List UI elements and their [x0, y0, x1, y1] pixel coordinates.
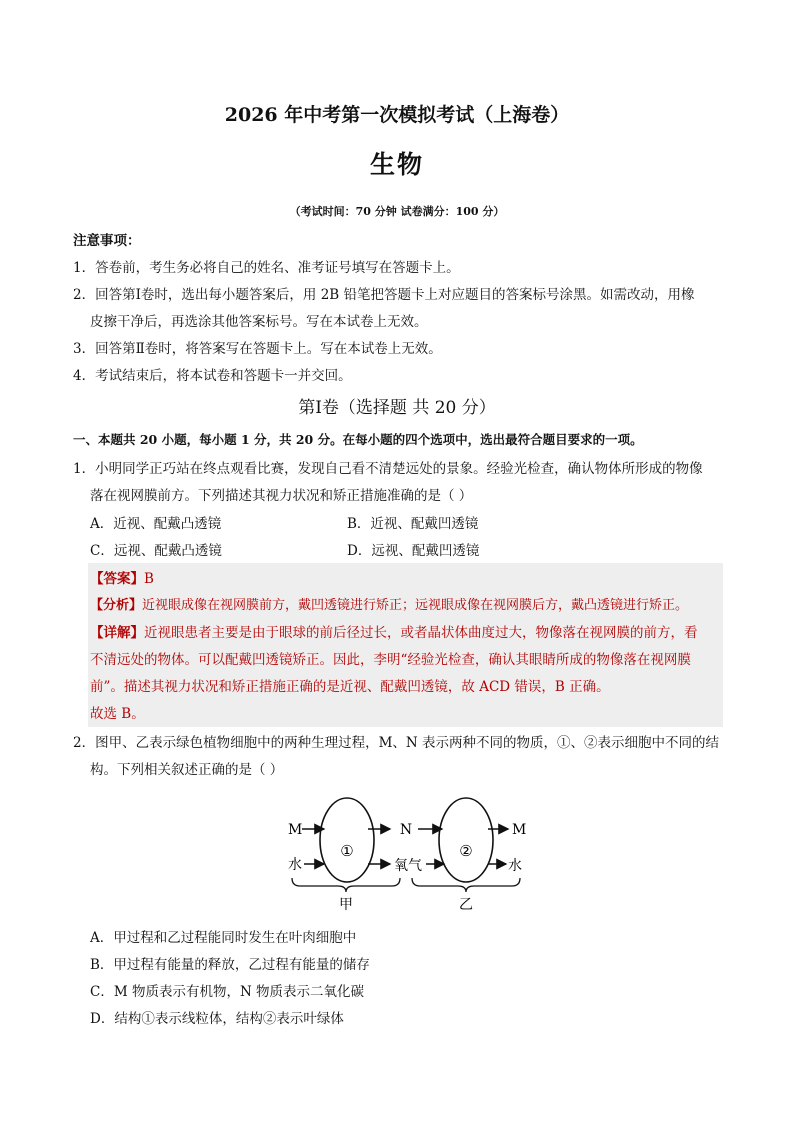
q1-conclusion: 故选 B。 [90, 706, 145, 722]
exam-title: 2026 年中考第一次模拟考试（上海卷） [224, 104, 570, 126]
q1-option-b: B．近视、配戴凹透镜 [347, 516, 479, 532]
answer-tag: 【答案】 [90, 571, 144, 587]
q1-option-d: D．远视、配戴凹透镜 [347, 543, 480, 559]
answer-value: B [144, 571, 154, 587]
diagram-label-left: 甲 [339, 897, 353, 913]
analysis-tag: 【分析】 [90, 598, 143, 613]
notice-item-3: 3．回答第Ⅱ卷时，将答案写在答题卡上。写在本试卷上无效。 [73, 341, 442, 357]
brace-right [412, 878, 520, 892]
q2-stem-line1: 2．图甲、乙表示绿色植物细胞中的两种生理过程，M、N 表示两种不同的物质，①、②表示细胞中不同的结 [73, 735, 720, 751]
answer-box [88, 563, 723, 727]
q2-option-c: C．M 物质表示有机物，N 物质表示二氧化碳 [90, 984, 365, 1000]
diagram-right-out-top: M [512, 822, 527, 838]
process-diagram [280, 790, 540, 915]
diagram-structure-2: ② [459, 842, 473, 860]
q1-option-c: C．远视、配戴凸透镜 [90, 543, 222, 559]
diagram-middle-top: N [399, 822, 413, 838]
diagram-label-right: 乙 [459, 897, 473, 913]
diagram-structure-1: ① [340, 842, 354, 860]
diagram-left-in-top: M [288, 822, 303, 838]
notice-item-2-cont: 皮擦干净后，再选涂其他答案标号。写在本试卷上无效。 [90, 314, 428, 330]
diagram-left-in-bottom: 水 [288, 857, 302, 873]
notice-item-4: 4．考试结束后，将本试卷和答题卡一并交回。 [73, 368, 352, 384]
q1-stem-line1: 1．小明同学正巧站在终点观看比赛，发现自己看不清楚远处的景象。经验光检查，确认物体所形成的物像 [73, 461, 703, 477]
notice-item-1: 1．答卷前，考生务必将自己的姓名、准考证号填写在答题卡上。 [73, 260, 460, 276]
q1-stem-line2: 落在视网膜前方。下列描述其视力状况和矫正措施准确的是（ ） [90, 488, 473, 504]
section-instruction: 一、本题共 20 小题，每小题 1 分，共 20 分。在每小题的四个选项中，选出最符合题目要求的一项。 [73, 432, 643, 447]
diagram-right-out-bottom: 水 [508, 858, 522, 874]
diagram-middle-bottom: 氧气 [394, 858, 422, 874]
q1-detail-line2: 不清远处的物体。可以配戴凹透镜矫正。因此，李明“经验光检查，确认其眼睛所成的物像落在视网膜 [90, 652, 691, 668]
detail-tag: 【详解】 [90, 625, 144, 641]
q1-option-a: A．近视、配戴凸透镜 [90, 516, 222, 532]
detail-text-1: 近视眼患者主要是由于眼球的前后径过长，或者晶状体曲度过大，物像落在视网膜的前方，看 [144, 625, 698, 641]
q1-answer [90, 567, 154, 587]
exam-info: （考试时间：70 分钟 试卷满分：100 分） [289, 205, 505, 218]
subject-title: 生物 [369, 150, 424, 179]
structure-2-ellipse [439, 798, 493, 882]
q1-detail-line1 [90, 621, 698, 641]
brace-left [292, 878, 400, 892]
q2-stem-line2: 构。下列相关叙述正确的是（ ） [90, 762, 284, 778]
section-title: 第Ⅰ卷（选择题 共 20 分） [298, 398, 496, 418]
q2-option-a: A．甲过程和乙过程能同时发生在叶肉细胞中 [90, 930, 357, 946]
notice-heading: 注意事项： [73, 233, 141, 249]
q2-option-b: B．甲过程有能量的释放，乙过程有能量的储存 [90, 957, 370, 973]
q1-detail-line3: 前”。描述其视力状况和矫正措施正确的是近视、配戴凹透镜，故 ACD 错误，B 正确。 [90, 679, 610, 695]
analysis-text: 近视眼成像在视网膜前方，戴凹透镜进行矫正；远视眼成像在视网膜后方，戴凸透镜进行矫正。 [142, 598, 689, 613]
notice-item-2: 2．回答第Ⅰ卷时，选出每小题答案后，用 2B 铅笔把答题卡上对应题目的答案标号涂黑。如需改动，用橡 [73, 287, 695, 303]
q1-analysis [90, 594, 688, 613]
q2-option-d: D．结构①表示线粒体，结构②表示叶绿体 [90, 1011, 344, 1027]
structure-1-ellipse [320, 798, 374, 882]
